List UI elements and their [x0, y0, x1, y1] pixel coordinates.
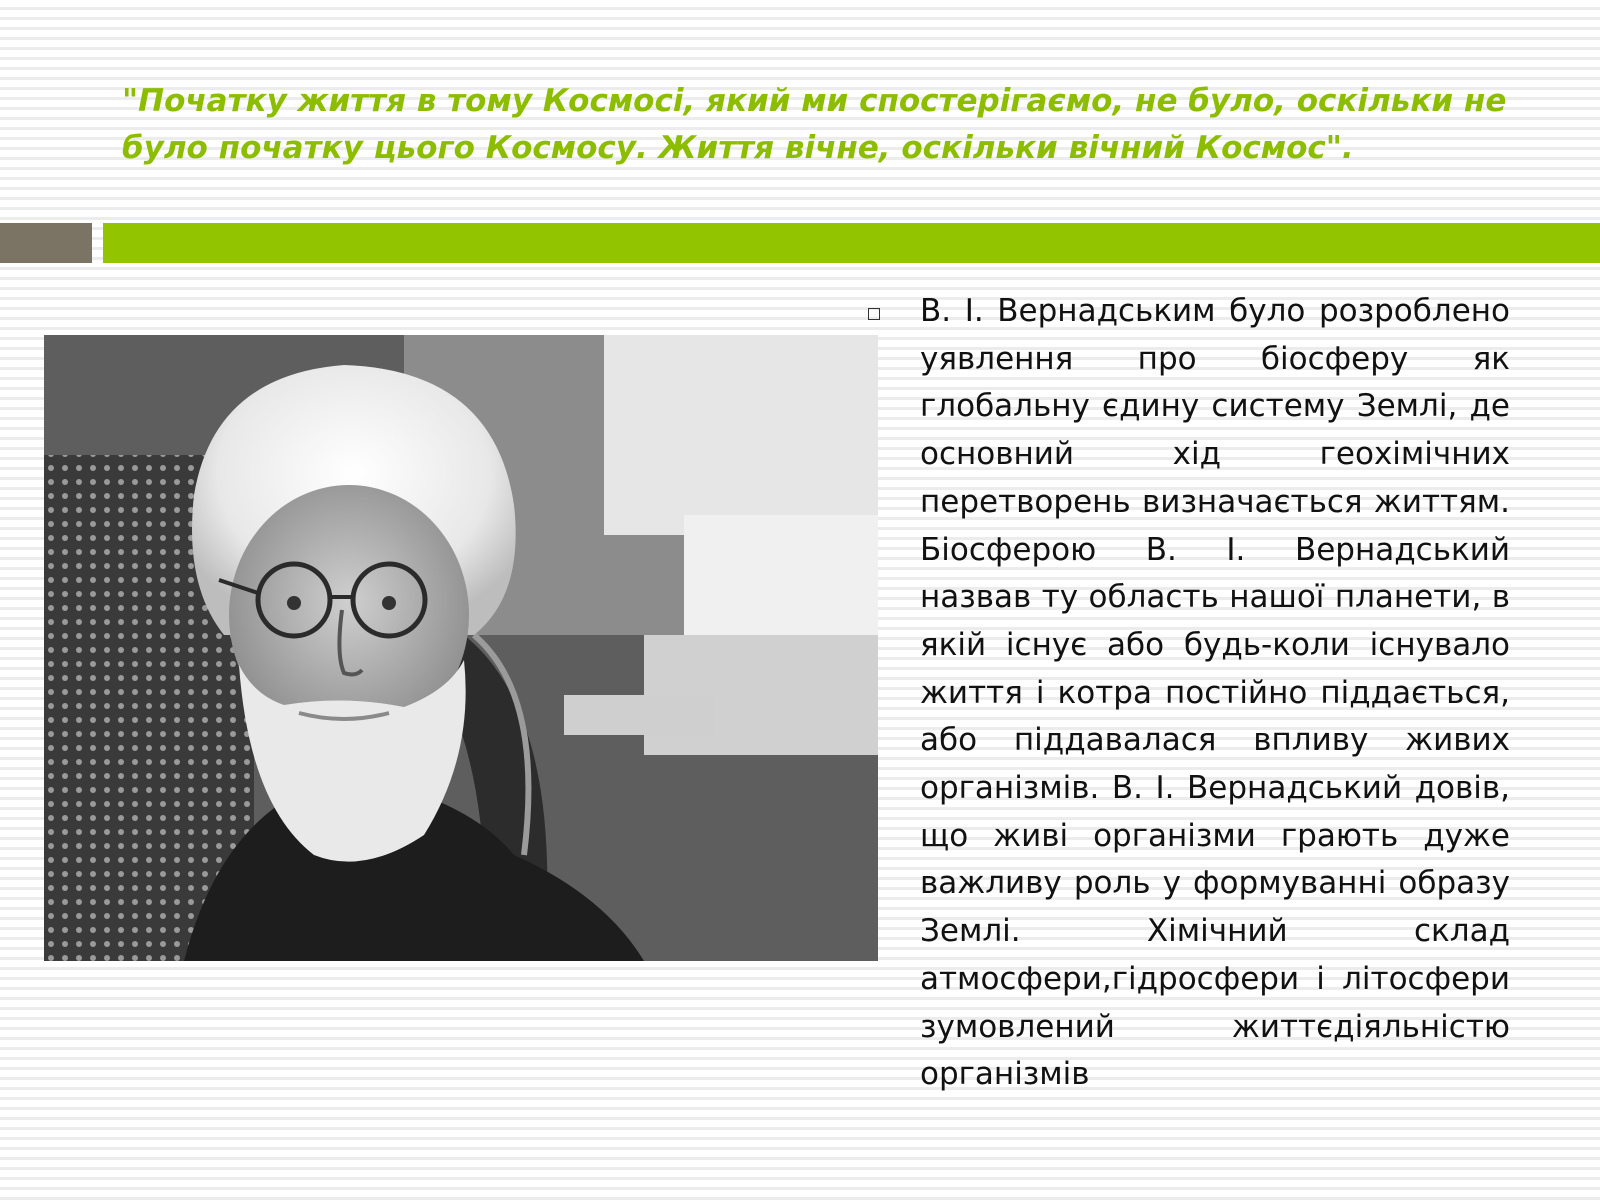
- portrait-photo: [44, 335, 878, 961]
- header-bar-green: [103, 223, 1600, 263]
- header-bar-gray: [0, 223, 92, 263]
- slide-body-text: В. І. Вернадським було розроблено уявлення про біосферу як глобальну єдину систему Землі, де основний хід геохімічних перетворень визначається життям. Біосферою В. І. Вернадський назвав ту область нашої планети, в якій існує або будь-коли існувало життя і котра постійно піддається, або піддавалася впливу живих організмів. В. І. Вернадський довів, що живі організми грають дуже важливу роль у формуванні образу Землі. Хімічний склад атмосфери,гідросфери і літосфери зумовлений життєдіяльністю організмів: [920, 293, 1510, 1093]
- bullet-square-icon: [868, 308, 880, 320]
- slide-quote: "Початку життя в тому Космосі, який ми спостерігаємо, не було, оскільки не було початку цього Космосу. Життя вічне, оскільки вічний Космос".: [122, 83, 1507, 166]
